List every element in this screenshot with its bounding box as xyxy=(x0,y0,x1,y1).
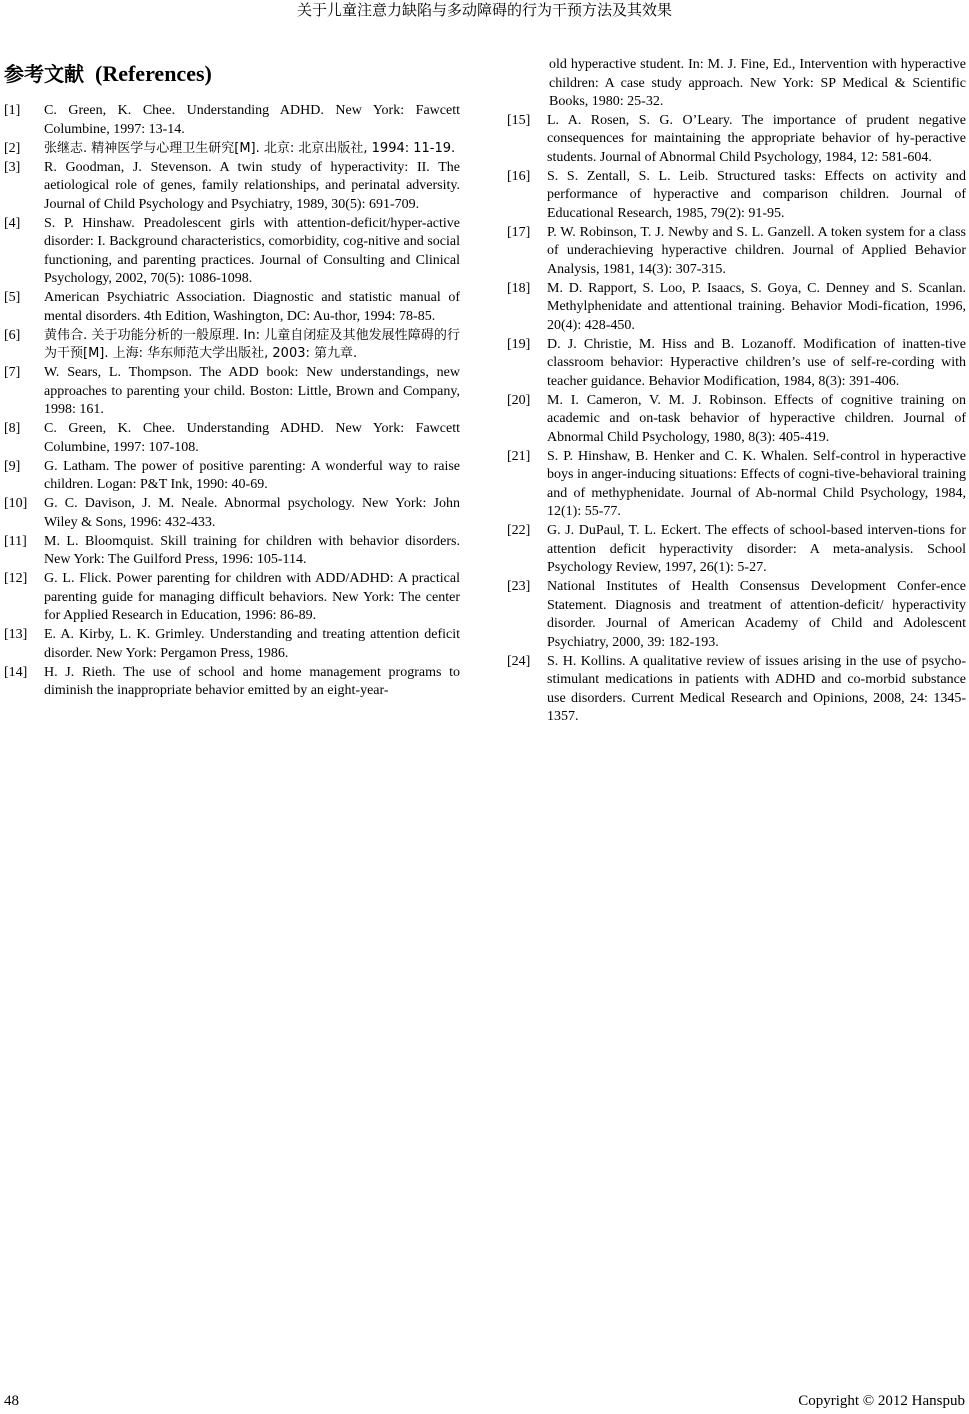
reference-text: W. Sears, L. Thompson. The ADD book: New understandings, new approaches to parenting your child. Boston: Little, Brown and Company, 1998: 161. xyxy=(44,365,460,417)
reference-list-right xyxy=(507,112,966,727)
reference-item xyxy=(4,664,460,701)
reference-text: G. L. Flick. Power parenting for children with ADD/ADHD: A practical parenting guide for managing difficult behaviors. New York: The center for Applied Research in Education, 1996: 86-89. xyxy=(44,571,460,623)
reference-number: [2] xyxy=(4,140,21,156)
reference-item xyxy=(507,336,966,392)
reference-item xyxy=(507,653,966,727)
reference-text: L. A. Rosen, S. G. O’Leary. The importance of prudent negative consequences for maintaining the appropriate behavior of hy-peractive students. Journal of Abnormal Child Psychology, 1984, 12: 581-604. xyxy=(547,112,966,165)
reference-number: [17] xyxy=(507,224,531,240)
reference-text: S. H. Kollins. A qualitative review of issues arising in the use of psycho-stimulant medications in patients with ADHD and co-morbid substance use disorders. Current Medical Research and Opinions, 2008, 24: 1345-1357. xyxy=(547,653,966,724)
reference-list-left xyxy=(4,102,460,701)
reference-item xyxy=(4,215,460,289)
running-header: 关于儿童注意力缺陷与多动障碍的行为干预方法及其效果 xyxy=(296,1,672,19)
reference-text: S. P. Hinshaw, B. Henker and C. K. Whalen. Self-control in hyperactive boys in anger-inducing situations: Effects of cogni-tive-behavioral training and of methyphenidate. Journal of Ab-normal Child Psychology, 1984, 12(1): 55-77. xyxy=(547,448,966,519)
reference-item xyxy=(507,224,966,280)
reference-text: H. J. Rieth. The use of school and home management programs to diminish the inappropriate behavior emitted by an eight-year- xyxy=(44,664,460,698)
reference-text: R. Goodman, J. Stevenson. A twin study of hyperactivity: II. The aetiological role of genes, family relationships, and perinatal adversity. Journal of Child Psychology and Psychiatry, 1989, 30(5): 691-709. xyxy=(44,159,460,212)
right-column xyxy=(507,56,966,727)
reference-item xyxy=(4,420,460,457)
reference-14-continuation: old hyperactive student. In: M. J. Fine, Ed., Intervention with hyperactive children: A case study approach. New York: SP Medical & Scientific Books, 1980: 25-32. xyxy=(549,57,966,109)
reference-text: G. C. Davison, J. M. Neale. Abnormal psychology. New York: John Wiley & Sons, 1996: 432-433. xyxy=(44,496,460,530)
reference-number: [3] xyxy=(4,159,21,175)
reference-text: C. Green, K. Chee. Understanding ADHD. New York: Fawcett Columbine, 1997: 13-14. xyxy=(44,103,460,137)
reference-text: S. S. Zentall, S. L. Leib. Structured tasks: Effects on activity and performance of hyperactive and comparison children. Journal of Educational Research, 1985, 79(2): 91-95. xyxy=(547,168,966,221)
reference-item xyxy=(4,289,460,326)
reference-item xyxy=(4,495,460,532)
references-heading xyxy=(4,60,460,88)
page-number: 48 xyxy=(4,1393,19,1409)
reference-number: [1] xyxy=(4,103,21,118)
reference-item xyxy=(4,626,460,663)
reference-item xyxy=(4,159,460,215)
reference-number: [24] xyxy=(507,653,531,669)
reference-number: [20] xyxy=(507,392,531,408)
reference-text: American Psychiatric Association. Diagnostic and statistic manual of mental disorders. 4th Edition, Washington, DC: Au-thor, 1994: 78-85. xyxy=(44,290,460,324)
reference-item xyxy=(507,112,966,168)
reference-text: M. D. Rapport, S. Loo, P. Isaacs, S. Goya, C. Denney and S. Scanlan. Methylphenidate and attentional training. Behavior Modi-fication, 1996, 20(4): 428-450. xyxy=(547,280,966,333)
reference-number: [23] xyxy=(507,579,531,594)
reference-item xyxy=(507,448,966,522)
reference-item xyxy=(4,364,460,420)
reference-number: [18] xyxy=(507,280,531,296)
reference-item xyxy=(4,533,460,570)
reference-text: P. W. Robinson, T. J. Newby and S. L. Ganzell. A token system for a class of underachieving hyperactive children. Journal of Applied Behavior Analysis, 1981, 14(3): 307-315. xyxy=(547,224,966,277)
reference-number: [16] xyxy=(507,168,531,184)
reference-number: [4] xyxy=(4,215,21,231)
reference-number: [5] xyxy=(4,290,21,305)
reference-number: [9] xyxy=(4,458,21,474)
references-heading-en: (References) xyxy=(95,61,212,86)
reference-item xyxy=(4,570,460,626)
reference-number: [14] xyxy=(4,664,28,680)
reference-number: [21] xyxy=(507,448,531,464)
reference-text: G. J. DuPaul, T. L. Eckert. The effects of school-based interven-tions for attention deficit hyperactivity disorder: A meta-analysis. School Psychology Review, 1997, 26(1): 5-27. xyxy=(547,523,966,575)
reference-item xyxy=(507,280,966,336)
reference-number: [7] xyxy=(4,365,21,380)
reference-item xyxy=(4,102,460,139)
reference-item xyxy=(507,392,966,448)
reference-text: G. Latham. The power of positive parenting: A wonderful way to raise children. Logan: P&T Ink, 1990: 40-69. xyxy=(44,458,460,492)
reference-item xyxy=(507,168,966,224)
reference-number: [11] xyxy=(4,533,27,549)
reference-number: [15] xyxy=(507,112,531,128)
reference-text: 黄伟合. 关于功能分析的一般原理. In: 儿童自闭症及其他发展性障碍的行为干预[M]. 上海: 华东师范大学出版社, 2003: 第九章. xyxy=(44,327,460,361)
reference-number: [10] xyxy=(4,496,28,511)
reference-number: [6] xyxy=(4,327,21,343)
reference-text: S. P. Hinshaw. Preadolescent girls with attention-deficit/hyper-active disorder: I. Background characteristics, comorbidity, cog-nitive and social functioning, and parenting practices. Journal of Consulting and Clinical Psychology, 2002, 70(5): 1086-1098. xyxy=(44,215,460,286)
reference-item xyxy=(4,327,460,364)
reference-number: [13] xyxy=(4,627,28,642)
reference-item xyxy=(507,578,966,652)
reference-text: M. I. Cameron, V. M. J. Robinson. Effects of cognitive training on academic and on-task behavior of hyperactive children. Journal of Abnormal Child Psychology, 1980, 8(3): 405-419. xyxy=(547,392,966,445)
reference-number: [22] xyxy=(507,523,531,538)
reference-text: National Institutes of Health Consensus Development Confer-ence Statement. Diagnosis and treatment of attention-deficit/ hyperactivity disorder. Journal of American Academy of Child and Adolescent Psychiatry, 2000, 39: 182-193. xyxy=(547,579,966,650)
reference-item xyxy=(4,458,460,495)
reference-text: E. A. Kirby, L. K. Grimley. Understanding and treating attention deficit disorder. New York: Pergamon Press, 1986. xyxy=(44,627,460,661)
copyright-notice: Copyright © 2012 Hanspub xyxy=(798,1393,965,1409)
reference-item xyxy=(4,140,460,159)
left-column xyxy=(4,60,460,701)
reference-number: [19] xyxy=(507,336,531,352)
references-heading-cn: 参考文献 xyxy=(4,62,84,86)
reference-item xyxy=(507,522,966,578)
reference-text: M. L. Bloomquist. Skill training for children with behavior disorders. New York: The Guilford Press, 1996: 105-114. xyxy=(44,533,460,567)
reference-text: C. Green, K. Chee. Understanding ADHD. New York: Fawcett Columbine, 1997: 107-108. xyxy=(44,421,460,455)
reference-text: D. J. Christie, M. Hiss and B. Lozanoff. Modification of inatten-tive classroom behavior: Hyperactive children’s use of self-re-cording with teacher guidance. Behavior Modification, 1984, 8(3): 391-406. xyxy=(547,336,966,389)
reference-number: [12] xyxy=(4,571,28,586)
reference-number: [8] xyxy=(4,421,21,436)
reference-text: 张继志. 精神医学与心理卫生研究[M]. 北京: 北京出版社, 1994: 11-19. xyxy=(44,140,456,156)
